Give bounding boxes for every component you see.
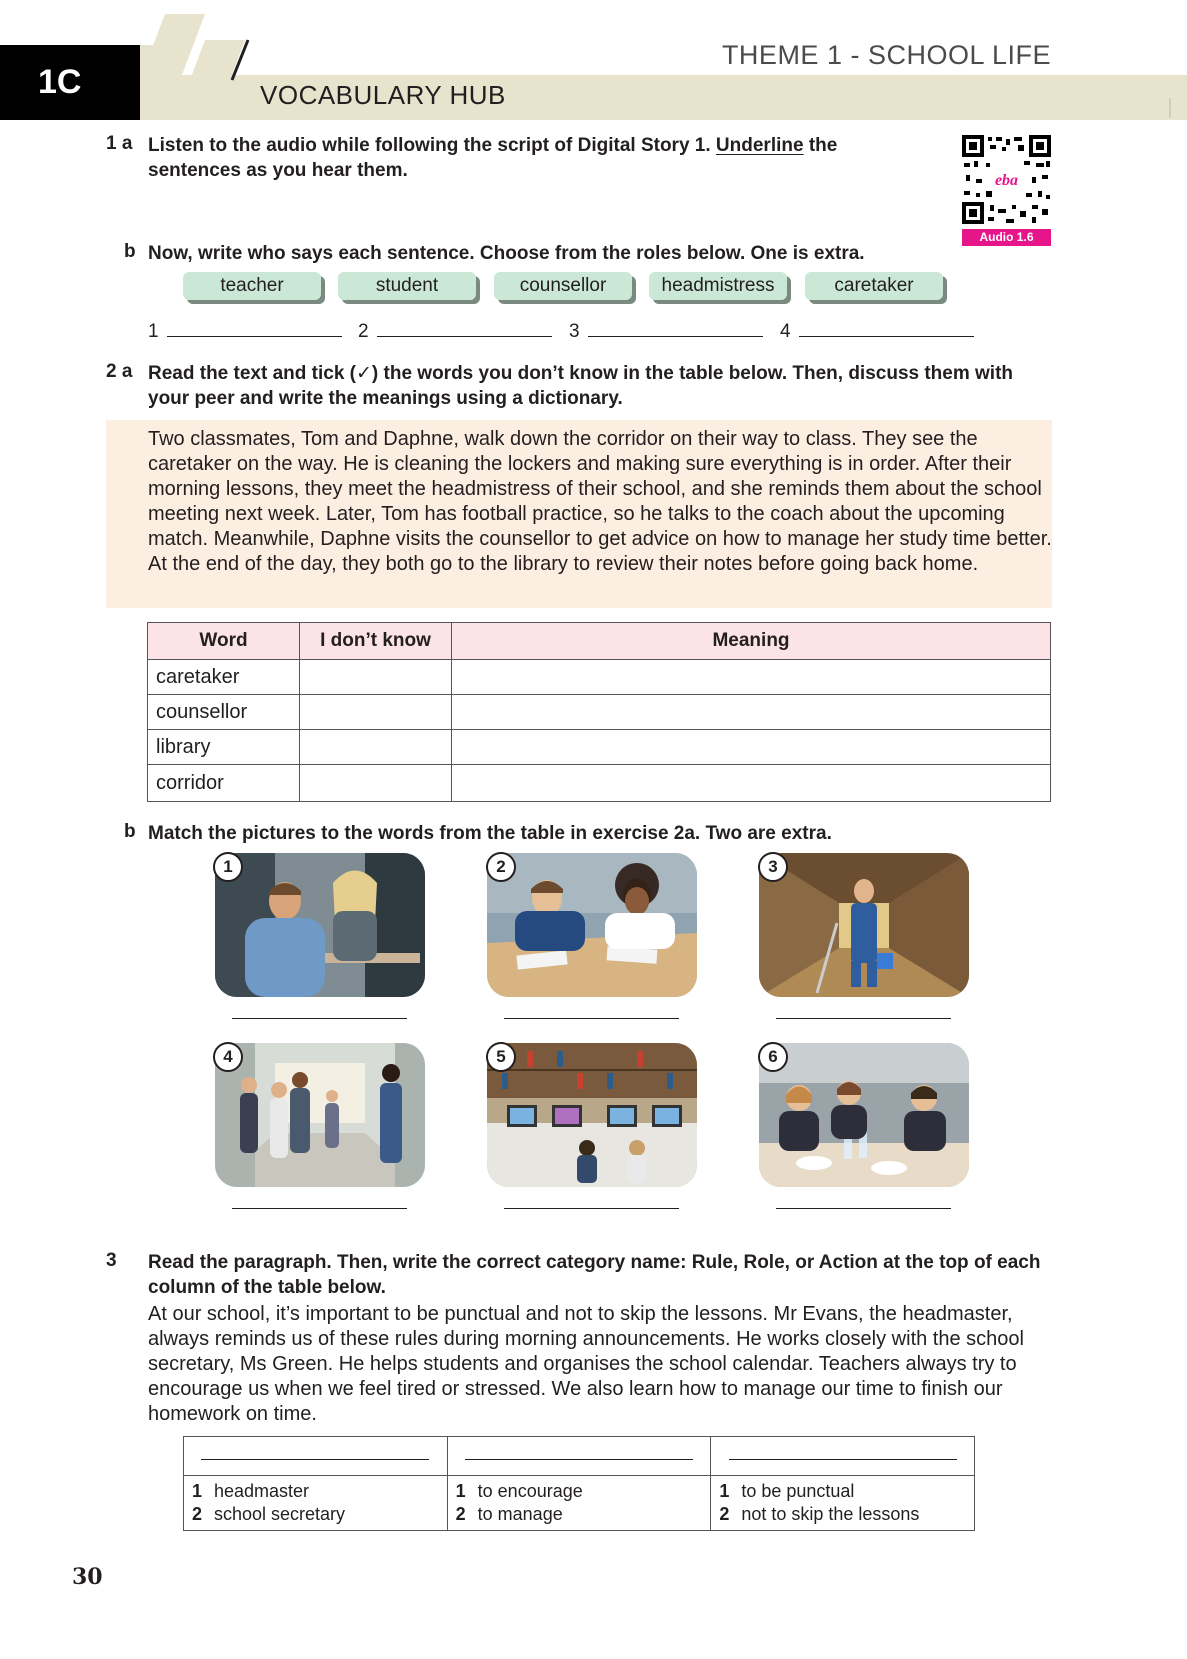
exercise-number-1b: b <box>124 241 136 262</box>
category-table <box>183 1436 975 1531</box>
picture-answer-blank[interactable] <box>232 1017 407 1019</box>
exercise-number-2a: 2 a <box>106 361 133 382</box>
table-header-meaning: Meaning <box>452 623 1051 660</box>
picture-counselling <box>215 853 425 997</box>
audio-label[interactable]: Audio 1.6 <box>962 229 1051 246</box>
category-column <box>447 1476 711 1531</box>
section-title: VOCABULARY HUB <box>260 80 506 110</box>
answer-blank-3[interactable]: 3 <box>569 320 763 343</box>
list-item: 2 to manage <box>455 1504 563 1524</box>
page-number: 30 <box>72 1564 103 1590</box>
picture-number: 1 <box>213 852 243 882</box>
tick-cell[interactable] <box>300 730 452 765</box>
role-chip-caretaker: caretaker <box>805 272 943 300</box>
tick-cell[interactable] <box>300 660 452 695</box>
picture-caretaker-corridor <box>759 853 969 997</box>
tick-cell[interactable] <box>300 695 452 730</box>
meaning-cell[interactable] <box>452 730 1051 765</box>
qr-code-icon[interactable] <box>962 135 1051 224</box>
picture-students-lunch <box>759 1043 969 1187</box>
table-row <box>148 695 1051 730</box>
table-row <box>148 765 1051 802</box>
table-row <box>148 730 1051 765</box>
meaning-cell[interactable] <box>452 695 1051 730</box>
table-word: counsellor <box>148 695 300 730</box>
exercise-number-1a: 1 a <box>106 133 133 154</box>
list-item: 2 not to skip the lessons <box>719 1504 920 1524</box>
table-row <box>148 660 1051 695</box>
role-chip-teacher: teacher <box>183 272 321 300</box>
picture-number: 3 <box>758 852 788 882</box>
exercise-3-paragraph: At our school, it’s important to be punctual and not to skip the lessons. Mr Evans, the headmaster, always reminds us of these rules during morning announcements. He works closely with the school secretary, Ms Green. He helps students and organises the school calendar. Teachers always try to encourage us when we feel tired or stressed. We also learn how to manage our time to finish our homework on time. <box>148 1303 1024 1425</box>
picture-library <box>487 1043 697 1187</box>
list-item: 1 headmaster <box>192 1481 310 1501</box>
picture-number: 2 <box>486 852 516 882</box>
table-word: corridor <box>148 765 300 802</box>
role-chip-headmistress: headmistress <box>649 272 787 300</box>
answer-blank-4[interactable]: 4 <box>780 320 974 343</box>
table-header-dont-know: I don’t know <box>300 623 452 660</box>
picture-answer-blank[interactable] <box>504 1017 679 1019</box>
picture-number: 5 <box>486 1042 516 1072</box>
answer-blank-1[interactable]: 1 <box>148 320 342 343</box>
list-item: 1 to be punctual <box>719 1481 855 1501</box>
category-column <box>711 1476 975 1531</box>
list-item: 1 to encourage <box>455 1481 583 1501</box>
meaning-cell[interactable] <box>452 765 1051 802</box>
category-header-blank[interactable] <box>184 1437 448 1476</box>
picture-students-writing <box>487 853 697 997</box>
table-word: library <box>148 730 300 765</box>
vocabulary-table <box>147 622 1051 802</box>
reading-text: Two classmates, Tom and Daphne, walk down the corridor on their way to class. They see the caretaker on the way. He is cleaning the lockers and making sure everything is in order. After their morning lessons, they meet the headmistress of their school, and she reminds them about the school meeting next week. Later, Tom has football practice, so he talks to the coach about the upcoming match. Meanwhile, Daphne visits the counsellor to get advice on how to manage her study time better. At the end of the day, they both go to the library to review their notes before going back home. <box>148 428 1052 575</box>
svg-text:eba: eba <box>994 172 1019 189</box>
answer-blank-2[interactable]: 2 <box>358 320 552 343</box>
meaning-cell[interactable] <box>452 660 1051 695</box>
exercise-number-3: 3 <box>106 1250 117 1271</box>
category-header-blank[interactable] <box>711 1437 975 1476</box>
picture-answer-blank[interactable] <box>232 1207 407 1209</box>
picture-answer-blank[interactable] <box>504 1207 679 1209</box>
exercise-2b-instruction: Match the pictures to the words from the table in exercise 2a. Two are extra. <box>148 823 832 844</box>
unit-label: 1C <box>0 45 140 120</box>
picture-students-corridor <box>215 1043 425 1187</box>
category-column <box>184 1476 448 1531</box>
underline-word: Underline <box>715 135 804 156</box>
table-word: caretaker <box>148 660 300 695</box>
exercise-1a-instruction: Listen to the audio while following the script of Digital Story 1. Underline the sentences as you hear them. <box>148 135 838 181</box>
theme-title: THEME 1 - SCHOOL LIFE <box>721 40 1051 70</box>
tick-cell[interactable] <box>300 765 452 802</box>
picture-number: 6 <box>758 1042 788 1072</box>
list-item: 2 school secretary <box>192 1504 346 1524</box>
category-header-blank[interactable] <box>447 1437 711 1476</box>
role-chip-student: student <box>338 272 476 300</box>
table-header-word: Word <box>148 623 300 660</box>
exercise-1b-instruction: Now, write who says each sentence. Choose from the roles below. One is extra. <box>148 243 865 264</box>
role-chip-counsellor: counsellor <box>494 272 632 300</box>
picture-answer-blank[interactable] <box>776 1207 951 1209</box>
picture-number: 4 <box>213 1042 243 1072</box>
exercise-number-2b: b <box>124 821 136 842</box>
picture-answer-blank[interactable] <box>776 1017 951 1019</box>
exercise-3-instruction: Read the paragraph. Then, write the correct category name: Rule, Role, or Action at the top of each column of the table below. <box>148 1252 1041 1298</box>
exercise-2a-instruction: Read the text and tick (✓) the words you don’t know in the table below. Then, discuss them with your peer and write the meanings using a dictionary. <box>148 363 1014 409</box>
